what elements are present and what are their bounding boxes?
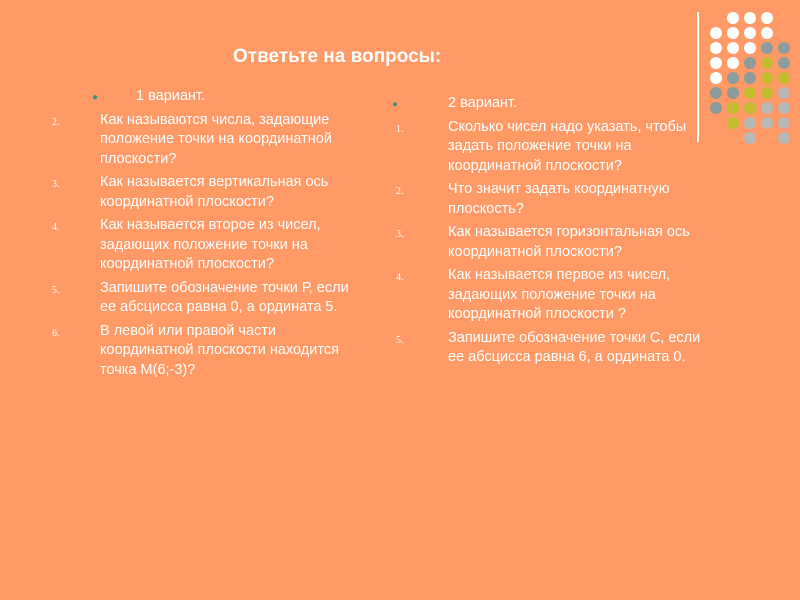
question-text: Запишите обозначение точки Р, если ее абсцисса равна 0, а ордината 5. [100, 279, 349, 315]
decorative-dot [744, 12, 756, 24]
question-text: Как называется горизонтальная ось координатной плоскости? [448, 224, 690, 260]
decorative-dot [727, 117, 739, 129]
question-item [36, 173, 366, 212]
variant-2-question-list [380, 118, 720, 368]
decorative-dot [778, 102, 790, 114]
decorative-dot [778, 42, 790, 54]
question-number: 1. [396, 123, 404, 135]
question-text: Сколько чисел надо указать, чтобы задать положение точки на координатной плоскости? [448, 118, 687, 174]
variant-1-column [36, 87, 366, 380]
variant-1-question-list [36, 111, 366, 381]
decorative-dot [727, 102, 739, 114]
decorative-dot [744, 87, 756, 99]
question-number: 5. [396, 334, 404, 346]
question-text: Как называются числа, задающие положение точки на координатной плоскости? [100, 111, 332, 167]
question-item [380, 266, 720, 325]
decorative-dot [778, 132, 790, 144]
variant-1-header [36, 87, 366, 107]
question-text: В левой или правой части координатной плоскости находится точка М(6;-3)? [100, 322, 339, 378]
decorative-dot [761, 12, 773, 24]
question-item [36, 216, 366, 275]
decorative-dot [727, 42, 739, 54]
decorative-dot [778, 117, 790, 129]
decorative-dot [744, 72, 756, 84]
decorative-dot [744, 27, 756, 39]
decorative-dot [710, 42, 722, 54]
decorative-dot [744, 117, 756, 129]
decorative-dot [761, 42, 773, 54]
bullet-icon: ● [392, 99, 399, 110]
question-item [36, 279, 366, 318]
decorative-dot [761, 57, 773, 69]
question-item [36, 111, 366, 170]
question-number: 4. [396, 272, 404, 283]
decorative-dot [727, 87, 739, 99]
question-number: 4. [52, 222, 60, 233]
question-text: Как называется вертикальная ось координатной плоскости? [100, 174, 329, 210]
decorative-dot [778, 57, 790, 69]
decorative-dot [744, 42, 756, 54]
variant-2-column [380, 94, 720, 368]
decorative-dot [761, 117, 773, 129]
decorative-dot [744, 57, 756, 69]
question-number: 5. [52, 284, 60, 296]
question-number: 2. [396, 186, 404, 197]
decorative-dot [744, 132, 756, 144]
decorative-dot [761, 102, 773, 114]
decorative-dot [778, 72, 790, 84]
question-number: 3. [396, 229, 404, 240]
decorative-dot [710, 72, 722, 84]
decorative-dot [727, 12, 739, 24]
question-text: Запишите обозначение точки С, если ее абсцисса равна 6, а ордината 0. [448, 329, 701, 365]
question-number: 3. [52, 179, 60, 190]
question-item [380, 329, 720, 368]
question-item [36, 322, 366, 381]
slide-title: Ответьте на вопросы: [233, 46, 442, 67]
question-text: Как называется второе из чисел, задающих положение точки на координатной плоскости? [100, 217, 321, 272]
question-item [380, 180, 720, 219]
decorative-dot [727, 27, 739, 39]
question-text: Как называется первое из чисел, задающих положение точки на координатной плоскости ? [448, 267, 671, 322]
variant-2-header [380, 94, 720, 114]
question-item [380, 118, 720, 177]
question-item [380, 223, 720, 262]
decorative-dot [761, 87, 773, 99]
question-number: 2. [52, 116, 60, 128]
question-text: Что значит задать координатную плоскость? [448, 181, 670, 217]
decorative-dot [778, 87, 790, 99]
decorative-dot [761, 72, 773, 84]
variant-1-label: 1 вариант. [136, 88, 205, 104]
decorative-dot [744, 102, 756, 114]
decorative-dot [727, 57, 739, 69]
bullet-icon: ● [92, 92, 99, 103]
question-number: 6. [52, 327, 60, 339]
decorative-dot [710, 57, 722, 69]
decorative-dot [761, 27, 773, 39]
decorative-dot [727, 72, 739, 84]
variant-2-label: 2 вариант. [448, 95, 517, 111]
decorative-dot [710, 27, 722, 39]
